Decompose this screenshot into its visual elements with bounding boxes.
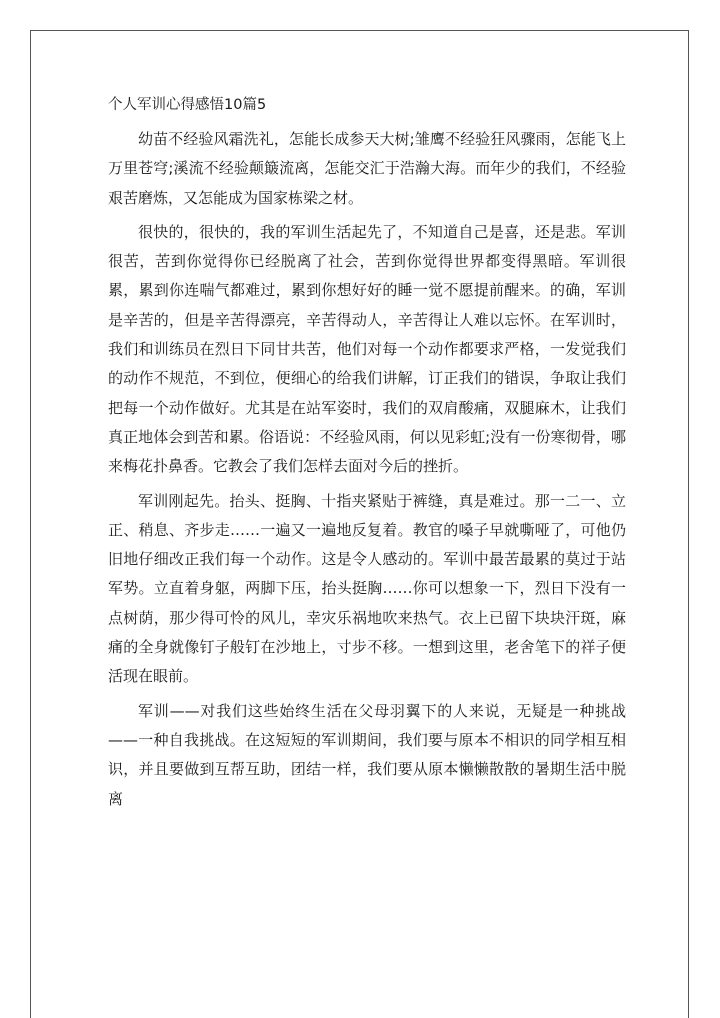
document-title: 个人军训心得感悟10篇5 (108, 97, 267, 113)
paragraph-4: 军训——对我们这些始终生活在父母羽翼下的人来说，无疑是一种挑战——一种自我挑战。在这短短的军训期间，我们要与原本不相识的同学相互相识，并且要做到互帮互助，团结一样，我们要从原本懒懒散散的暑期生活中脱离 (108, 701, 626, 808)
paragraph-2: 很快的，很快的，我的军训生活起先了，不知道自己是喜，还是悲。军训很苦，苦到你觉得你已经脱离了社会，苦到你觉得世界都变得黑暗。军训很累，累到你连喘气都难过，累到你想好好的睡一觉不愿提前醒来。的确，军训是辛苦的，但是辛苦得漂亮，辛苦得动人，辛苦得让人难以忘怀。在军训时，我们和训练员在烈日下同甘共苦，他们对每一个动作都要求严格，一发觉我们的动作不规范，不到位，便细心的给我们讲解，订正我们的错误，争取让我们把每一个动作做好。尤其是在站军姿时，我们的双肩酸痛，双腿麻木，让我们真正地体会到苦和累。俗语说：不经验风雨，何以见彩虹;没有一份寒彻骨，哪来梅花扑鼻香。它教会了我们怎样去面对今后的挫折。 (108, 222, 626, 476)
paragraph-3: 军训刚起先。抬头、挺胸、十指夹紧贴于裤缝，真是难过。那一二一、立正、稍息、齐步走……一遍又一遍地反复着。教官的嗓子早就嘶哑了，可他仍旧地仔细改正我们每一个动作。这是令人感动的。军训中最苦最累的莫过于站军势。立直着身躯，两脚下压，抬头挺胸……你可以想象一下，烈日下没有一点树荫，那少得可怜的风儿，幸灾乐祸地吹来热气。衣上已留下块块汗斑，麻痛的全身就像钉子般钉在沙地上，寸步不移。一想到这里，老舍笔下的祥子便活现在眼前。 (108, 491, 626, 686)
document-body (108, 95, 626, 819)
paragraph-1: 幼苗不经验风霜洗礼，怎能长成参天大树;雏鹰不经验狂风骤雨，怎能飞上万里苍穹;溪流不经验颠簸流离，怎能交汇于浩瀚大海。而年少的我们，不经验艰苦磨炼，又怎能成为国家栋梁之材。 (108, 130, 626, 207)
